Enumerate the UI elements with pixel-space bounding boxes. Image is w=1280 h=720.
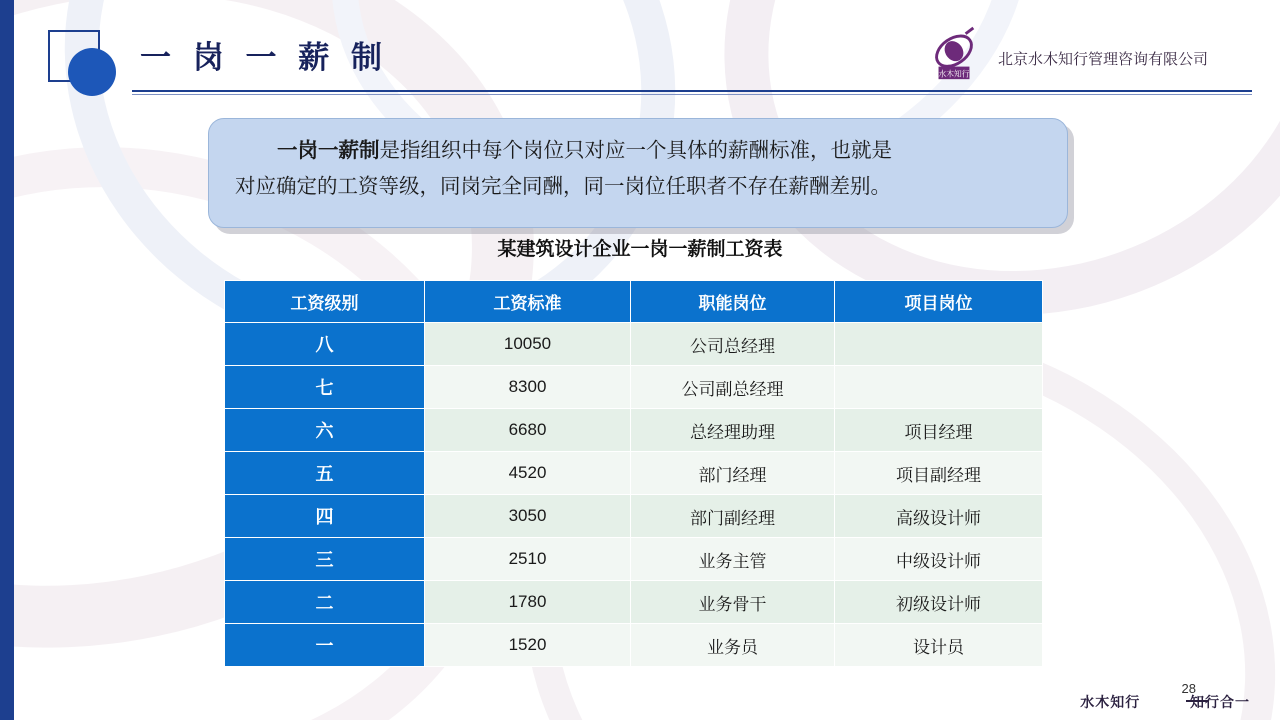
- footer-brand-right: 知行合一: [1190, 694, 1250, 710]
- cell-salary: 1520: [425, 624, 631, 667]
- cell-salary: 2510: [425, 538, 631, 581]
- cell-functional: 部门经理: [631, 452, 835, 495]
- column-header-functional: 职能岗位: [631, 281, 835, 323]
- table-caption: 某建筑设计企业一岗一薪制工资表: [497, 239, 783, 260]
- page-number: 28: [1181, 681, 1196, 696]
- table-body: [225, 323, 1043, 667]
- table-row: [225, 538, 1043, 581]
- cell-project: 项目副经理: [835, 452, 1043, 495]
- table-row: [225, 452, 1043, 495]
- cell-project: 中级设计师: [835, 538, 1043, 581]
- salary-table-wrapper: [224, 280, 1042, 667]
- header-divider-secondary: [132, 94, 1252, 95]
- cell-functional: 业务员: [631, 624, 835, 667]
- header-circle-decoration: [68, 48, 116, 96]
- cell-functional: 公司副总经理: [631, 366, 835, 409]
- cell-salary: 3050: [425, 495, 631, 538]
- definition-callout: [208, 118, 1068, 228]
- svg-text:水木知行: 水木知行: [938, 69, 970, 79]
- cell-functional: 业务主管: [631, 538, 835, 581]
- table-row: [225, 495, 1043, 538]
- cell-level: 四: [225, 495, 425, 538]
- table-row: [225, 323, 1043, 366]
- cell-project: [835, 323, 1043, 366]
- cell-level: 三: [225, 538, 425, 581]
- left-accent-bar: [0, 0, 14, 720]
- definition-body-line1: 是指组织中每个岗位只对应一个具体的薪酬标准，也就是: [379, 139, 892, 162]
- swoosh-logo-icon: [925, 26, 983, 84]
- footer-brand-left: 水木知行: [1080, 694, 1141, 710]
- cell-level: 五: [225, 452, 425, 495]
- cell-project: 初级设计师: [835, 581, 1043, 624]
- company-name: 北京水木知行管理咨询有限公司: [998, 51, 1209, 68]
- cell-project: 设计员: [835, 624, 1043, 667]
- definition-body-line2: 对应确定的工资等级，同岗完全同酬，同一岗位任职者不存在薪酬差别。: [235, 175, 891, 198]
- cell-level: 一: [225, 624, 425, 667]
- cell-functional: 公司总经理: [631, 323, 835, 366]
- column-header-salary: 工资标准: [425, 281, 631, 323]
- page-title: 一 岗 一 薪 制: [140, 40, 389, 75]
- cell-salary: 4520: [425, 452, 631, 495]
- cell-functional: 业务骨干: [631, 581, 835, 624]
- definition-text: [235, 133, 1041, 169]
- cell-level: 二: [225, 581, 425, 624]
- cell-project: [835, 366, 1043, 409]
- cell-level: 六: [225, 409, 425, 452]
- definition-lead: 一岗一薪制: [277, 139, 380, 162]
- cell-project: 高级设计师: [835, 495, 1043, 538]
- cell-functional: 部门副经理: [631, 495, 835, 538]
- table-row: [225, 366, 1043, 409]
- table-row: [225, 409, 1043, 452]
- table-row: [225, 624, 1043, 667]
- cell-salary: 10050: [425, 323, 631, 366]
- cell-salary: 6680: [425, 409, 631, 452]
- table-row: [225, 581, 1043, 624]
- table-header-row: [225, 281, 1043, 323]
- header-divider: [132, 90, 1252, 92]
- cell-salary: 1780: [425, 581, 631, 624]
- cell-functional: 总经理助理: [631, 409, 835, 452]
- footer-brand: [1080, 692, 1250, 712]
- cell-level: 七: [225, 366, 425, 409]
- cell-salary: 8300: [425, 366, 631, 409]
- cell-project: 项目经理: [835, 409, 1043, 452]
- column-header-project: 项目岗位: [835, 281, 1043, 323]
- cell-level: 八: [225, 323, 425, 366]
- salary-table: [224, 280, 1043, 667]
- column-header-level: 工资级别: [225, 281, 425, 323]
